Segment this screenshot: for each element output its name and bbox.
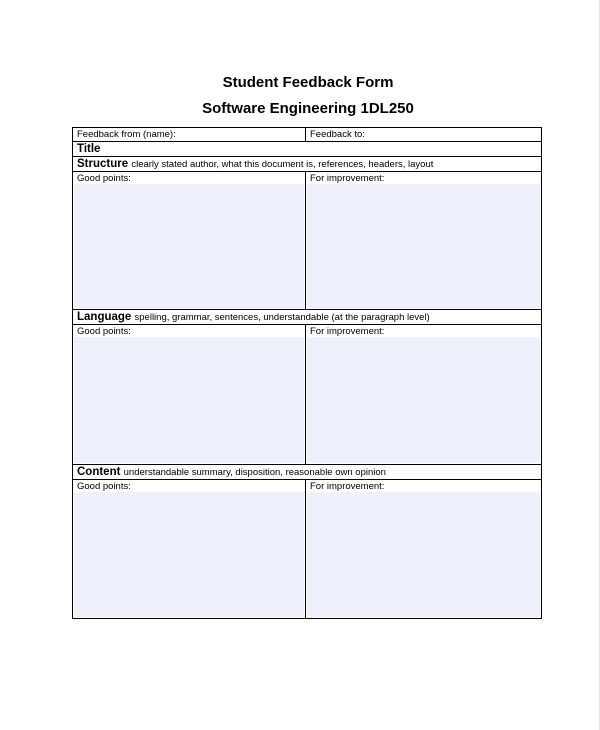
section-description: clearly stated author, what this document is, references, headers, layout	[131, 159, 434, 170]
good-points-label: Good points:	[77, 326, 131, 337]
structure-good-points-field[interactable]	[73, 172, 306, 309]
improvement-label: For improvement:	[310, 173, 385, 184]
section-label: Content	[77, 466, 124, 478]
feedback-to-field[interactable]	[306, 128, 541, 141]
content-good-points-field[interactable]	[73, 480, 306, 618]
content-body	[73, 480, 541, 618]
section-description: spelling, grammar, sentences, understandable (at the paragraph level)	[134, 312, 430, 323]
improvement-label: For improvement:	[310, 481, 385, 492]
good-points-label: Good points:	[77, 173, 131, 184]
field-fill	[307, 184, 540, 308]
section-description: understandable summary, disposition, reasonable own opinion	[123, 467, 386, 478]
feedback-form	[72, 127, 542, 619]
structure-improvement-field[interactable]	[306, 172, 541, 309]
field-fill	[307, 492, 540, 617]
title-row[interactable]	[73, 142, 541, 157]
structure-header	[73, 157, 541, 172]
structure-body	[73, 172, 541, 310]
feedback-from-label: Feedback from (name):	[77, 129, 176, 140]
title-label: Title	[77, 143, 101, 155]
field-fill	[74, 184, 304, 308]
form-title: Student Feedback Form	[222, 74, 394, 91]
language-improvement-field[interactable]	[306, 325, 541, 464]
course-subtitle: Software Engineering 1DL250	[202, 100, 414, 117]
field-fill	[74, 492, 304, 617]
language-good-points-field[interactable]	[73, 325, 306, 464]
feedback-from-field[interactable]	[73, 128, 306, 141]
section-label: Structure	[77, 158, 132, 170]
feedback-to-label: Feedback to:	[310, 129, 365, 140]
improvement-label: For improvement:	[310, 326, 385, 337]
names-row	[73, 128, 541, 142]
language-header	[73, 310, 541, 325]
good-points-label: Good points:	[77, 481, 131, 492]
field-fill	[307, 337, 540, 463]
language-body	[73, 325, 541, 465]
field-fill	[74, 337, 304, 463]
content-header	[73, 465, 541, 480]
content-improvement-field[interactable]	[306, 480, 541, 618]
section-label: Language	[77, 311, 135, 323]
